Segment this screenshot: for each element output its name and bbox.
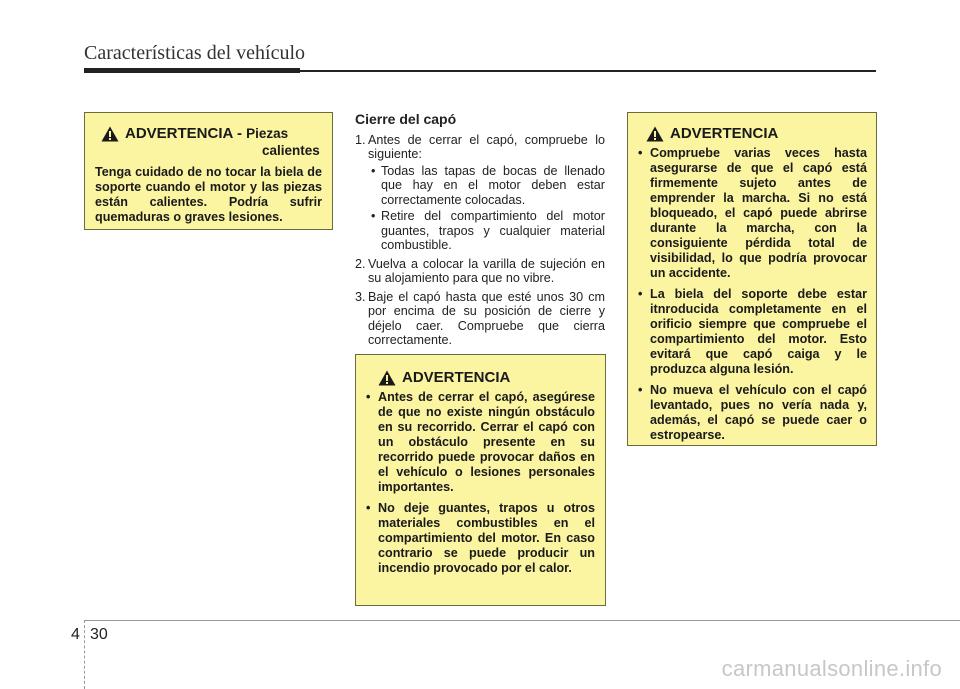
- warning-item: • Compruebe varias veces hasta asegurarse de que el capó está firmemente sujeto antes de emprender la marcha. Si no está bloqueado, el capó puede abrirse durante la marcha, con la consiguiente pérdida total de visibilidad, lo que podría provocar un accidente.: [638, 146, 867, 280]
- warning-title: ADVERTENCIA: [402, 369, 511, 386]
- section-heading: Cierre del capó: [355, 111, 457, 127]
- page-section-title: Características del vehículo: [84, 42, 306, 64]
- warning-item: • La biela del soporte debe estar itnroducida completamente en el orificio siempre que compruebe el compartimiento del motor. Esto evitará que capó caiga y le produzca alguna lesión.: [638, 287, 867, 376]
- header-rule-accent: [84, 68, 300, 73]
- warning-title-rest: Piezas: [246, 126, 289, 141]
- footer-divider: [84, 620, 86, 689]
- step-item: 3. Baje el capó hasta que esté unos 30 cm por encima de su posición de cierre y déjelo caer. Compruebe que cierra correctamente.: [355, 289, 605, 347]
- step-bullet: • Retire del compartimiento del motor guantes, trapos y cualquier material combustible.: [371, 209, 605, 252]
- warning-box-hot-parts: [84, 112, 333, 230]
- watermark: carmanualsonline.info: [721, 656, 942, 681]
- footer-rule: [84, 620, 960, 621]
- warning-body: Tenga cuidado de no tocar la biela de soporte cuando el motor y las piezas están calientes. Podría sufrir quemaduras o graves lesiones.: [95, 165, 322, 224]
- step-item: 2. Vuelva a colocar la varilla de sujeción en su alojamiento para que no vibre.: [355, 256, 605, 285]
- warning-triangle-icon: [101, 126, 119, 142]
- warning-item: • Antes de cerrar el capó, asegúrese de que no existe ningún obstáculo en su recorrido. Cerrar el capó con un obstáculo presente en su recorrido puede provocar daños en el vehículo o lesiones personales importantes.: [366, 390, 595, 494]
- warning-title-rest-2: calientes: [262, 143, 320, 158]
- page-number: 30: [90, 626, 108, 643]
- warning-box-closing: [355, 354, 606, 606]
- warning-item: • No mueva el vehículo con el capó levantado, pues no vería nada y, además, el capó se puede caer o estropearse.: [638, 383, 867, 442]
- warning-list: [366, 390, 595, 576]
- warning-title: ADVERTENCIA: [670, 125, 779, 142]
- warning-title: ADVERTENCIA -: [125, 125, 242, 142]
- warning-item: • No deje guantes, trapos u otros materiales combustibles en el compartimiento del motor. En caso contrario se puede producir un incendio provocado por el calor.: [366, 501, 595, 575]
- warning-list: [638, 146, 867, 443]
- warning-box-secure-hood: [627, 112, 877, 446]
- warning-triangle-icon: [378, 370, 396, 386]
- chapter-number: 4: [71, 626, 80, 643]
- step-item: 1. Antes de cerrar el capó, compruebe lo siguiente: • Todas las tapas de bocas de llenado que hay en el motor deben estar correctamente colocadas. • Retire del compartimiento del motor guantes, trapos y cualquier material combustible.: [355, 132, 605, 252]
- hood-closing-section: [355, 112, 605, 352]
- step-bullet: • Todas las tapas de bocas de llenado que hay en el motor deben estar correctamente colocadas.: [371, 163, 605, 207]
- warning-triangle-icon: [646, 126, 664, 142]
